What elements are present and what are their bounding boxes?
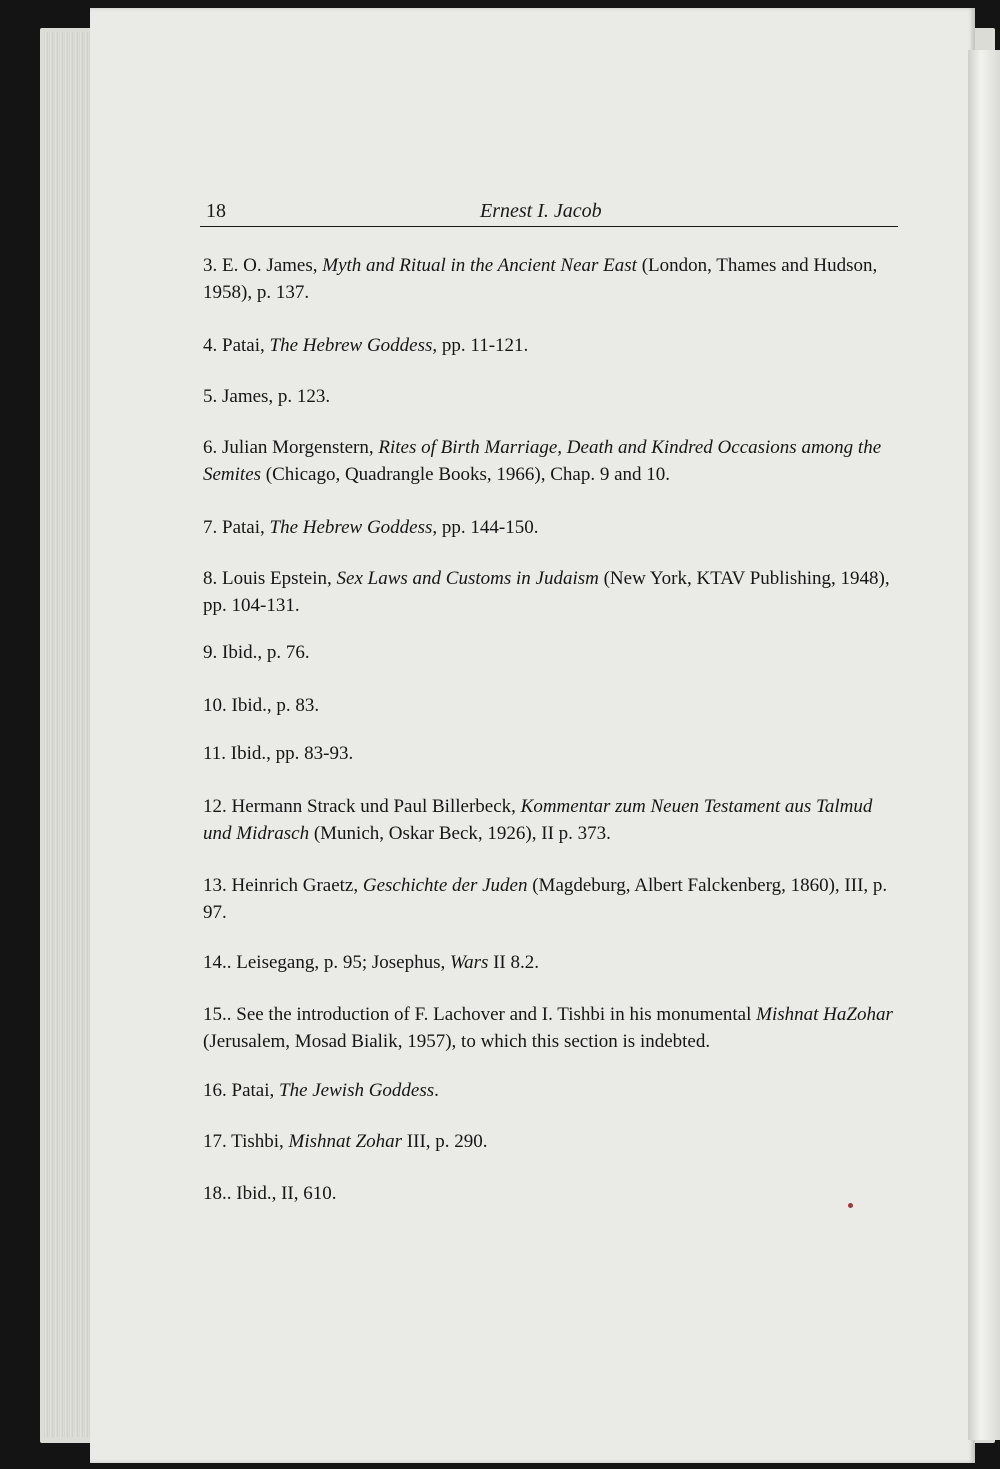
running-header [200,200,898,227]
endnote: 3. E. O. James, Myth and Ritual in the Ancient Near East (London, Thames and Hudson, 1958), p. 137. [203,255,878,303]
endnote: 7. Patai, The Hebrew Goddess, pp. 144-150. [203,517,539,538]
endnote: 12. Hermann Strack und Paul Billerbeck, Kommentar zum Neuen Testament aus Talmud und Midrasch (Munich, Oskar Beck, 1926), II p. 373. [203,796,873,844]
endnote: 17. Tishbi, Mishnat Zohar III, p. 290. [203,1131,488,1152]
endnote: 10. Ibid., p. 83. [203,695,320,716]
endnote: 14.. Leisegang, p. 95; Josephus, Wars II 8.2. [203,952,540,973]
endnote: 13. Heinrich Graetz, Geschichte der Juden (Magdeburg, Albert Falckenberg, 1860), III, p. 97. [203,875,888,923]
endnote: 6. Julian Morgenstern, Rites of Birth Marriage, Death and Kindred Occasions among the Semites (Chicago, Quadrangle Books, 1966), Chap. 9 and 10. [203,437,882,485]
endnote: 9. Ibid., p. 76. [203,642,310,663]
endnote: 11. Ibid., pp. 83-93. [203,743,354,764]
running-head-author: Ernest I. Jacob [480,200,602,222]
endnote: 8. Louis Epstein, Sex Laws and Customs in Judaism (New York, KTAV Publishing, 1948), pp. 104-131. [203,568,890,616]
endnote: 15.. See the introduction of F. Lachover and I. Tishbi in his monumental Mishnat HaZohar (Jerusalem, Mosad Bialik, 1957), to which this section is indebted. [203,1004,893,1052]
endnote: 18.. Ibid., II, 610. [203,1183,337,1204]
facing-page-edge [968,50,1000,1440]
page-number: 18 [206,200,226,222]
endnote: 5. James, p. 123. [203,386,331,407]
endnote: 4. Patai, The Hebrew Goddess, pp. 11-121. [203,335,529,356]
ink-mark [848,1203,853,1208]
endnote: 16. Patai, The Jewish Goddess. [203,1080,439,1101]
